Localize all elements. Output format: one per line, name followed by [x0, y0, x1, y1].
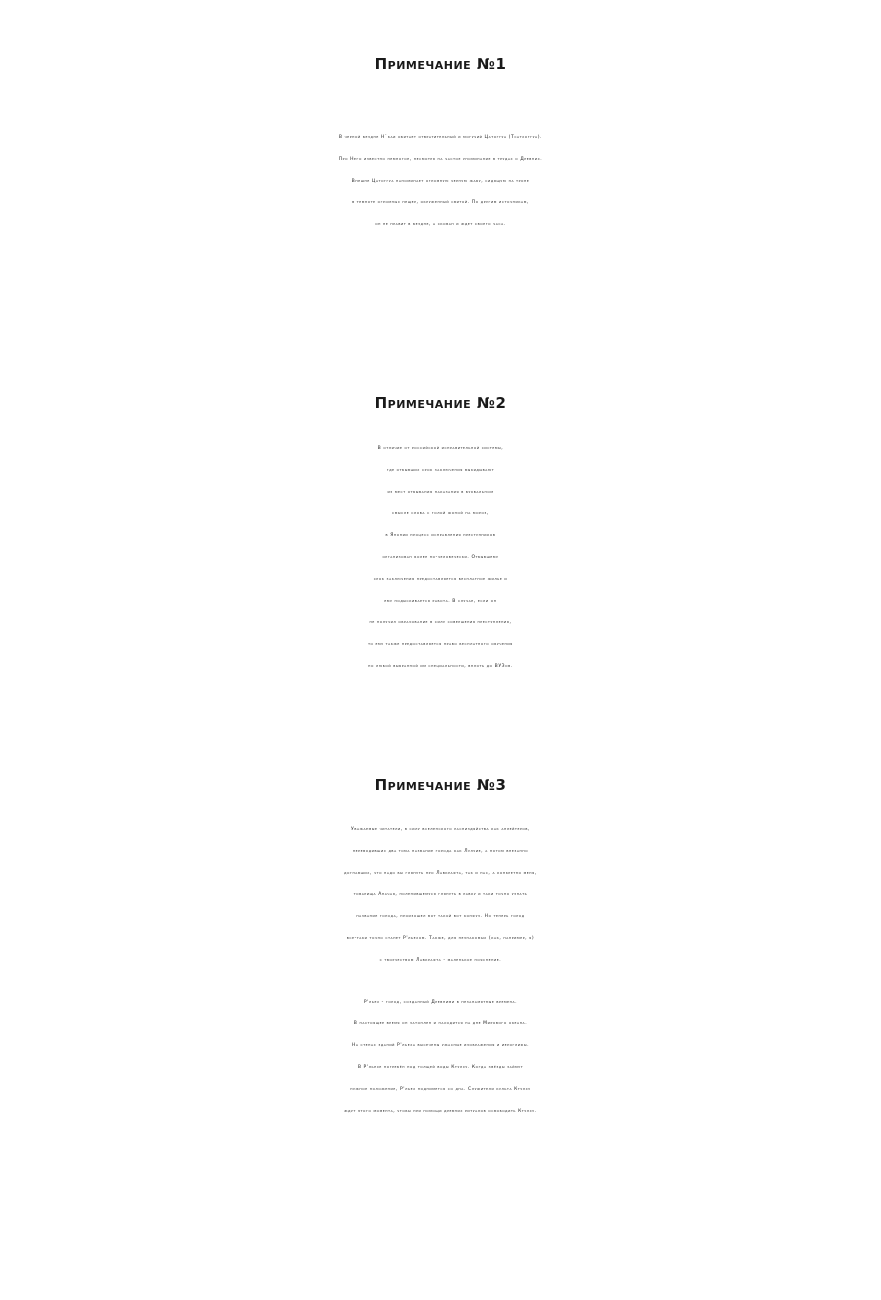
text-line: все-таки точно станет Р'льехом. Также, для незнакомых (как, например, я)	[346, 935, 535, 941]
text-line: переводивших два тома название города как Лулуие, а потом внезапно	[352, 848, 529, 854]
note-3	[0, 775, 881, 1122]
text-line: из мест отбывания наказания в буквальном	[387, 489, 494, 495]
note-title: Примечание №2	[374, 394, 507, 412]
text-line: В отличие от российской исправительной системы,	[377, 446, 504, 451]
text-line: Внешне Цатоггуа напоминает огромную черную жабу, сидящую на троне	[351, 178, 530, 184]
text-line: название города, произошел вот такой вот конфуз. Но теперь город	[356, 914, 525, 920]
note-paragraph	[0, 992, 881, 1123]
note-paragraph	[0, 127, 881, 236]
text-line: смысле слова с голой жопой на мороз,	[392, 511, 489, 517]
text-line: не получил образование в силу совершения преступления,	[369, 620, 512, 626]
text-line: В черной бездне Н`каи обитает отвратительный и могучий Цатоггуа (Тсатхоггуа).	[338, 135, 543, 140]
text-line: срок заключения предоставляется бесплатное жилье и	[373, 576, 508, 582]
text-line: В настоящее время он затоплен и находится на дне Мирового океана.	[353, 1021, 528, 1027]
text-line: На стенах зданий Р'льеха высечены ужасные изображения и иероглифы.	[351, 1043, 530, 1049]
text-line: он не правит в бездне, а скован и ждет своего часа.	[375, 222, 506, 228]
text-line: ждут этого момента, чтобы при помощи древних ритуалов освободить Ктулху.	[344, 1108, 537, 1114]
text-line: товарища Апачая, поленившемуся глянуть в равку и таки точно узнать	[353, 892, 528, 898]
text-line: Р'льех - город, созданный Древними в незапамятные времена.	[363, 999, 518, 1005]
note-1	[0, 54, 881, 236]
note-paragraph	[0, 438, 881, 678]
note-title: Примечание №1	[374, 55, 507, 73]
text-line: Уважаемые читатели, в силу вселенского распиздяйства как анлейтеров,	[350, 827, 531, 832]
text-line: в Японии процесс исправления преступников	[385, 533, 496, 539]
text-line: то ему также предоставляется право бесплатного обучения	[368, 642, 513, 648]
note-2	[0, 393, 881, 678]
text-line: где отбывших срок заключения выкидывают	[386, 467, 495, 473]
text-line: организован более по-человечески. Отбывшему	[382, 554, 499, 560]
text-line: Про Него известно немногое, несмотря на частое упоминание в трудах о Древних.	[338, 156, 543, 162]
text-line: догнавших, что надо бы глянуть про Лавкрафта, так и нас, а конкретно меня,	[344, 870, 537, 876]
text-line: ему подыскивается работа. В случае, если он	[384, 598, 497, 604]
note-paragraph	[0, 819, 881, 972]
note-title: Примечание №3	[374, 776, 507, 794]
text-line: в темноте огромных пещер, окруженный свитой. По другим источникам,	[352, 200, 529, 206]
text-line: В Р'льехе погребён под толщей воды Ктулху. Когда звёзды займут	[357, 1064, 524, 1070]
text-line: нужное положение, Р'льех поднимется со дна. Служители культа Ктулху	[350, 1086, 531, 1092]
text-line: по любой выбранной им специальности, вплоть до ВУЗов.	[368, 663, 513, 669]
text-line: с творчеством Лавкрафта - маленькое пояснение.	[379, 957, 502, 963]
